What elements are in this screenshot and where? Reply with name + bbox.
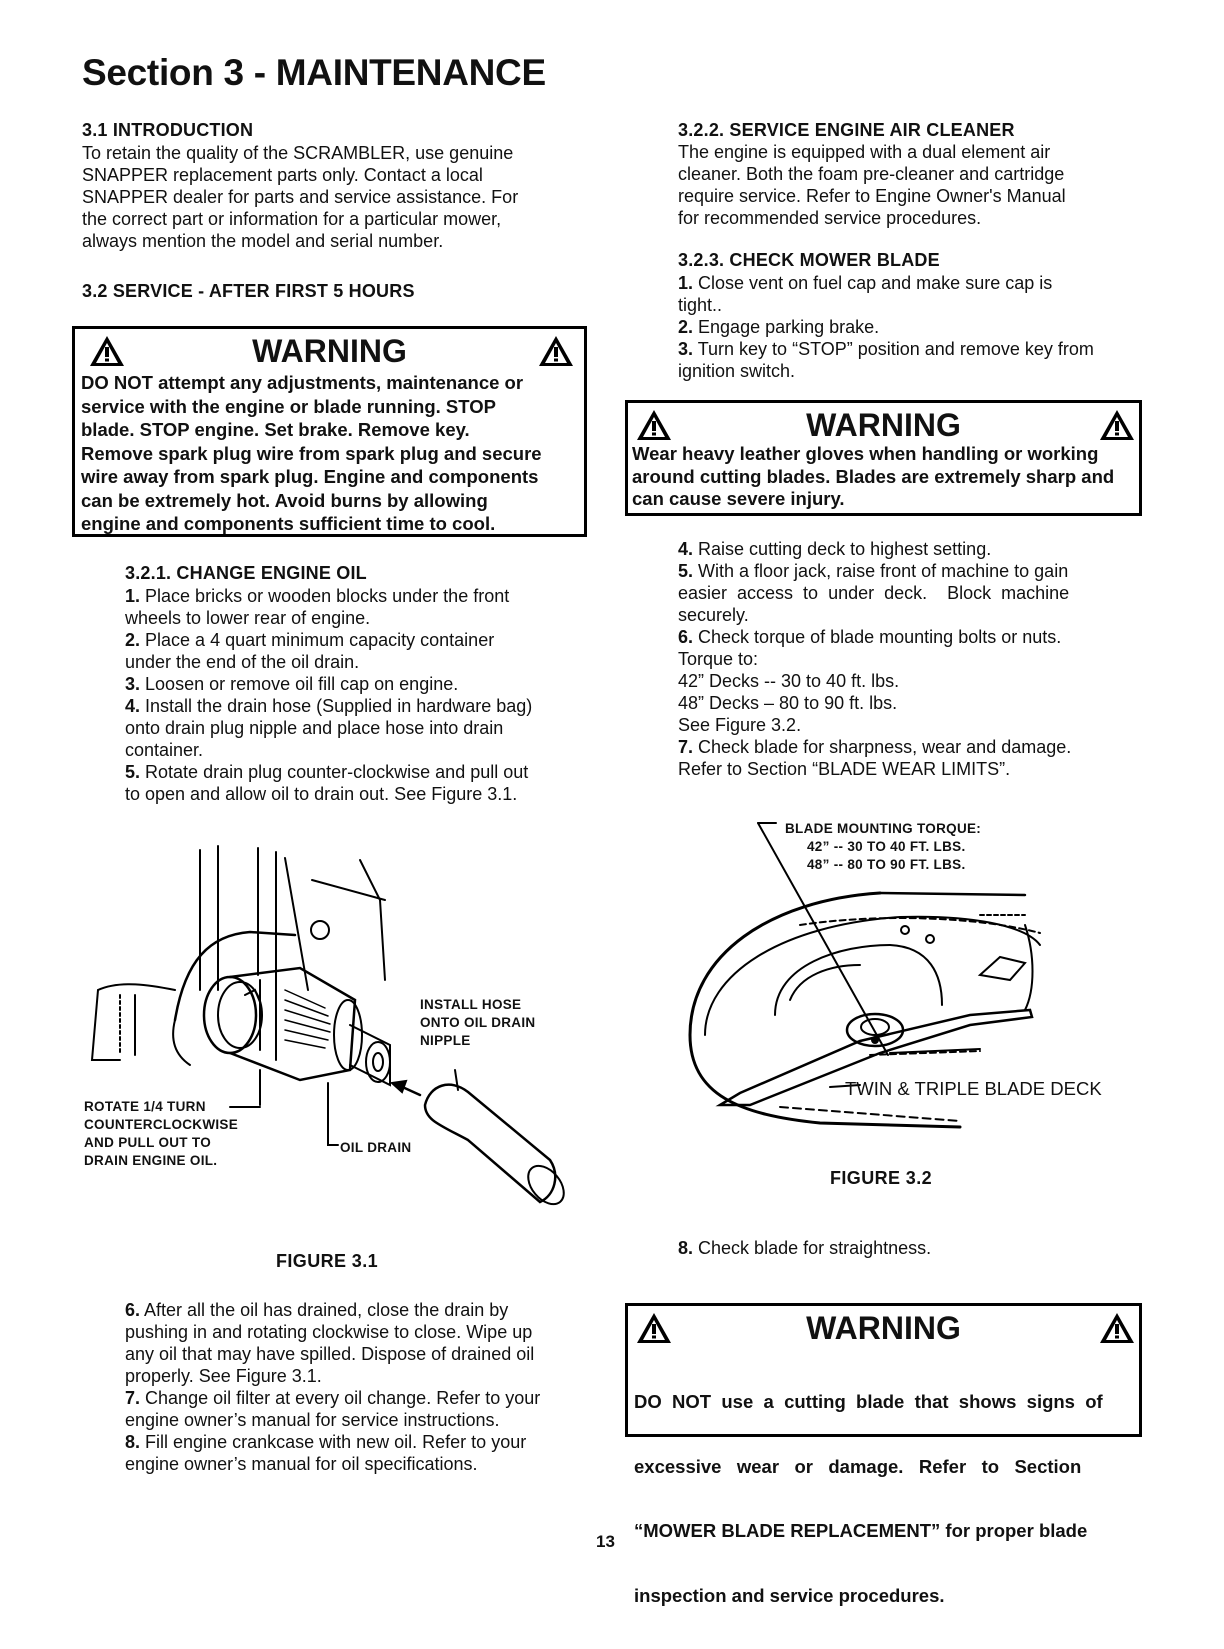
intro-line: always mention the model and serial number.	[82, 231, 444, 251]
intro-line: the correct part or information for a particular mower,	[82, 209, 502, 229]
blade-step-line: tight..	[678, 295, 723, 315]
air-line: The engine is equipped with a dual element air	[678, 142, 1051, 162]
oil-step-line: pushing in and rotating clockwise to close. Wipe up	[125, 1322, 533, 1342]
warning-line: Remove spark plug wire from spark plug and secure	[81, 442, 542, 464]
warning-triangle-icon	[538, 335, 574, 367]
warning-line: DO NOT attempt any adjustments, maintenance or	[81, 372, 524, 393]
warning-box-blade-wear	[625, 1303, 1142, 1606]
blade-steps-after	[678, 538, 1134, 780]
oil-step-line: engine owner’s manual for oil specifications.	[125, 1454, 478, 1474]
oil-step: 4. Install the drain hose (Supplied in hardware bag)	[125, 696, 533, 716]
blade-step: 3. Turn key to “STOP” position and remove key from	[678, 339, 1094, 359]
oil-step-line: onto drain plug nipple and place hose into drain	[125, 718, 504, 738]
intro-line: SNAPPER dealer for parts and service assistance. For	[82, 187, 519, 207]
oil-step-line: properly. See Figure 3.1.	[125, 1366, 322, 1386]
warning-line: can cause severe injury.	[632, 488, 845, 509]
warning-header	[75, 329, 584, 371]
intro-heading: 3.1 INTRODUCTION	[82, 120, 254, 140]
warning-triangle-icon	[636, 1312, 672, 1344]
oil-step: 3. Loosen or remove oil fill cap on engine.	[125, 674, 459, 694]
warning-title: WARNING	[806, 407, 961, 443]
blade-step: 7. Check blade for sharpness, wear and damage.	[678, 737, 1072, 757]
blade-step: 4. Raise cutting deck to highest setting.	[678, 539, 992, 559]
oil-step-line: engine owner’s manual for service instructions.	[125, 1410, 500, 1430]
warning-triangle-icon	[1099, 1312, 1135, 1344]
warning-line: Wear heavy leather gloves when handling or working	[632, 443, 1099, 464]
label-line: INSTALL HOSE	[420, 997, 522, 1012]
warning-text	[628, 1348, 1139, 1649]
warning-title: WARNING	[806, 1310, 961, 1346]
oil-step-line: under the end of the oil drain.	[125, 652, 360, 672]
oil-steps-after	[125, 1299, 583, 1475]
warning-header	[628, 403, 1139, 443]
label-line: ROTATE 1/4 TURN	[84, 1099, 206, 1114]
label-line: NIPPLE	[420, 1033, 471, 1048]
figure-3-2-torque-label	[785, 820, 981, 874]
warning-line: DO NOT use a cutting blade that shows signs of	[634, 1391, 1103, 1412]
label-line: DRAIN ENGINE OIL.	[84, 1153, 218, 1168]
page-number: 13	[596, 1532, 615, 1551]
oil-step-line: any oil that may have spilled. Dispose of drained oil	[125, 1344, 535, 1364]
oil-step-line: to open and allow oil to drain out. See Figure 3.1.	[125, 784, 518, 804]
blade-step-line: Refer to Section “BLADE WEAR LIMITS”.	[678, 759, 1011, 779]
blade-heading: 3.2.3. CHECK MOWER BLADE	[678, 250, 940, 270]
blade-step-line: See Figure 3.2.	[678, 715, 802, 735]
warning-triangle-icon	[89, 335, 125, 367]
oil-step: 8. Fill engine crankcase with new oil. Refer to your	[125, 1432, 527, 1452]
warning-line: inspection and service procedures.	[634, 1584, 945, 1606]
warning-text	[75, 371, 584, 536]
warning-line: excessive wear or damage. Refer to Section	[634, 1455, 1082, 1477]
warning-line: wire away from spark plug. Engine and components	[81, 466, 539, 487]
service5-heading: 3.2 SERVICE - AFTER FIRST 5 HOURS	[82, 281, 415, 301]
label-line: COUNTERCLOCKWISE	[84, 1117, 239, 1132]
oil-step: 2. Place a 4 quart minimum capacity container	[125, 630, 495, 650]
warning-box-adjustments	[72, 326, 587, 537]
figure-3-1-label-oil-drain: OIL DRAIN	[340, 1140, 412, 1155]
warning-line: around cutting blades. Blades are extremely sharp and	[632, 465, 1115, 487]
blade-step: 5. With a floor jack, raise front of machine to gain	[678, 561, 1069, 581]
air-heading: 3.2.2. SERVICE ENGINE AIR CLEANER	[678, 120, 1015, 140]
label-line: ONTO OIL DRAIN	[420, 1015, 536, 1030]
blade-steps	[678, 272, 1134, 382]
blade-step-line: ignition switch.	[678, 361, 796, 381]
blade-step-line: easier access to under deck. Block machine	[678, 583, 1070, 603]
air-paragraph	[678, 141, 1134, 229]
warning-text	[628, 443, 1139, 511]
blade-step: 1. Close vent on fuel cap and make sure cap is	[678, 273, 1053, 293]
blade-step: 2. Engage parking brake.	[678, 317, 880, 337]
intro-line: SNAPPER replacement parts only. Contact a local	[82, 165, 483, 185]
intro-paragraph	[82, 142, 580, 252]
oil-heading: 3.2.1. CHANGE ENGINE OIL	[125, 563, 367, 583]
warning-header	[628, 1306, 1139, 1348]
warning-box-gloves	[625, 400, 1142, 516]
blade-step-line: securely.	[678, 605, 749, 625]
warning-line: blade. STOP engine. Set brake. Remove key.	[81, 419, 470, 440]
oil-step: 1. Place bricks or wooden blocks under the front	[125, 586, 510, 606]
figure-3-1-label-install-hose	[420, 996, 535, 1050]
warning-line: “MOWER BLADE REPLACEMENT” for proper blade	[634, 1520, 1088, 1541]
warning-triangle-icon	[636, 409, 672, 441]
air-line: for recommended service procedures.	[678, 208, 982, 228]
oil-step: 6. After all the oil has drained, close the drain by	[125, 1300, 509, 1320]
label-line: AND PULL OUT TO	[84, 1135, 212, 1150]
torque-42: 42” -- 30 TO 40 FT. LBS.	[807, 839, 966, 854]
warning-title: WARNING	[252, 333, 407, 369]
oil-step: 7. Change oil filter at every oil change. Refer to your	[125, 1388, 541, 1408]
torque-48: 48” -- 80 TO 90 FT. LBS.	[807, 857, 966, 872]
blade-step-line: Torque to:	[678, 649, 759, 669]
oil-step-line: wheels to lower rear of engine.	[125, 608, 371, 628]
page-title: Section 3 - MAINTENANCE	[82, 52, 546, 93]
blade-step-line: 42” Decks -- 30 to 40 ft. lbs.	[678, 671, 900, 691]
warning-line: service with the engine or blade running. STOP	[81, 395, 496, 417]
intro-line: To retain the quality of the SCRAMBLER, use genuine	[82, 143, 514, 163]
oil-steps	[125, 585, 581, 805]
blade-step: 6. Check torque of blade mounting bolts or nuts.	[678, 627, 1062, 647]
figure-3-2-deck-label: TWIN & TRIPLE BLADE DECK	[845, 1078, 1102, 1099]
oil-step: 5. Rotate drain plug counter-clockwise and pull out	[125, 762, 529, 782]
warning-line: engine and components sufficient time to cool.	[81, 513, 496, 534]
figure-3-1-caption: FIGURE 3.1	[276, 1251, 379, 1271]
figure-3-2-caption: FIGURE 3.2	[830, 1168, 933, 1188]
warning-triangle-icon	[1099, 409, 1135, 441]
torque-title: BLADE MOUNTING TORQUE:	[785, 821, 982, 836]
air-line: require service. Refer to Engine Owner's Manual	[678, 186, 1066, 206]
air-line: cleaner. Both the foam pre-cleaner and cartridge	[678, 164, 1065, 184]
warning-line: can be extremely hot. Avoid burns by allowing	[81, 489, 488, 511]
blade-step-8: 8. Check blade for straightness.	[678, 1238, 932, 1258]
figure-3-1-label-rotate	[84, 1098, 238, 1170]
oil-step-line: container.	[125, 740, 204, 760]
blade-step-line: 48” Decks – 80 to 90 ft. lbs.	[678, 693, 898, 713]
